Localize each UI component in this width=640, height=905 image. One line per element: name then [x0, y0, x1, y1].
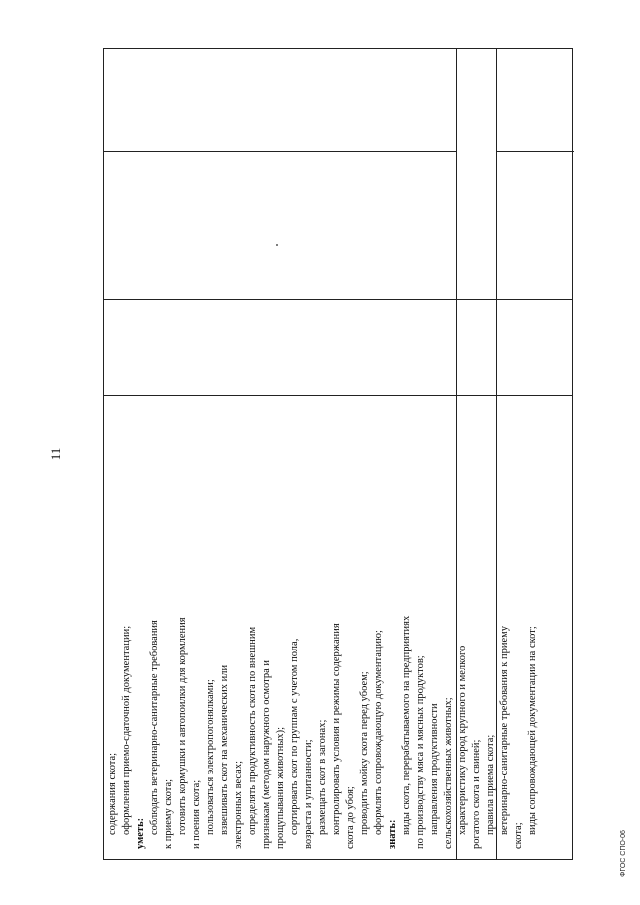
- text-line: взвешивать скот на механических или: [219, 664, 230, 835]
- text-line: содержания скота;: [107, 752, 118, 835]
- text-line: готовить кормушки и автопоилки для кормления: [177, 617, 188, 835]
- text-line: скота;: [513, 822, 524, 849]
- section-heading: уметь:: [135, 817, 146, 849]
- text-line: рогатого скота и свиней;: [471, 739, 482, 849]
- text-line: и поения скота;: [191, 779, 202, 849]
- text-line: возраста и упитанности;: [303, 739, 314, 849]
- page-number: 11: [48, 447, 63, 461]
- text-line: определять продуктивность скота по внешним: [247, 626, 258, 835]
- text-line: виды скота, перерабатываемого на предприятиях: [401, 615, 412, 835]
- text-line: сельскохозяйственных животных;: [443, 697, 454, 849]
- text-line: к приему скота;: [163, 778, 174, 849]
- text-line: направления продуктивности: [429, 703, 440, 835]
- requirements-text: [106, 129, 540, 849]
- rotated-text-block: [104, 117, 559, 857]
- section-heading: знать:: [387, 819, 398, 849]
- footer-label: ФГОС СПО-06: [619, 830, 627, 877]
- text-line: по производству мяса и мясных продуктов;: [415, 655, 426, 849]
- text-line: скота до убоя;: [345, 786, 356, 849]
- text-line: признакам (методом наружного осмотра и: [261, 660, 272, 849]
- text-line: прощупывания животных);: [275, 726, 286, 849]
- text-line: соблюдать ветеринарно-санитарные требования: [149, 620, 160, 835]
- content-table: [103, 48, 573, 860]
- text-line: проводить мойку скота перед убоем;: [359, 671, 370, 835]
- text-line: размещать скот в загонах;: [317, 719, 328, 835]
- text-line: оформления приемо-сдаточной документации;: [121, 625, 132, 835]
- text-line: характеристику пород крупного и мелкого: [457, 645, 468, 835]
- text-cell: [104, 395, 538, 861]
- text-line: сортировать скот по группам с учетом пола,: [289, 638, 300, 835]
- text-line: оформлять сопровождающую документацию;: [373, 630, 384, 835]
- text-line: контролировать условия и режимы содержания: [331, 623, 342, 835]
- text-line: ветеринарно-санитарные требования к приему: [499, 625, 510, 835]
- text-line: виды сопровождающей документации на скот;: [527, 626, 538, 835]
- text-line: электронных весах;: [233, 761, 244, 849]
- text-line: пользоваться электропогонялками;: [205, 679, 216, 835]
- text-line: правила приема скота;: [485, 734, 496, 835]
